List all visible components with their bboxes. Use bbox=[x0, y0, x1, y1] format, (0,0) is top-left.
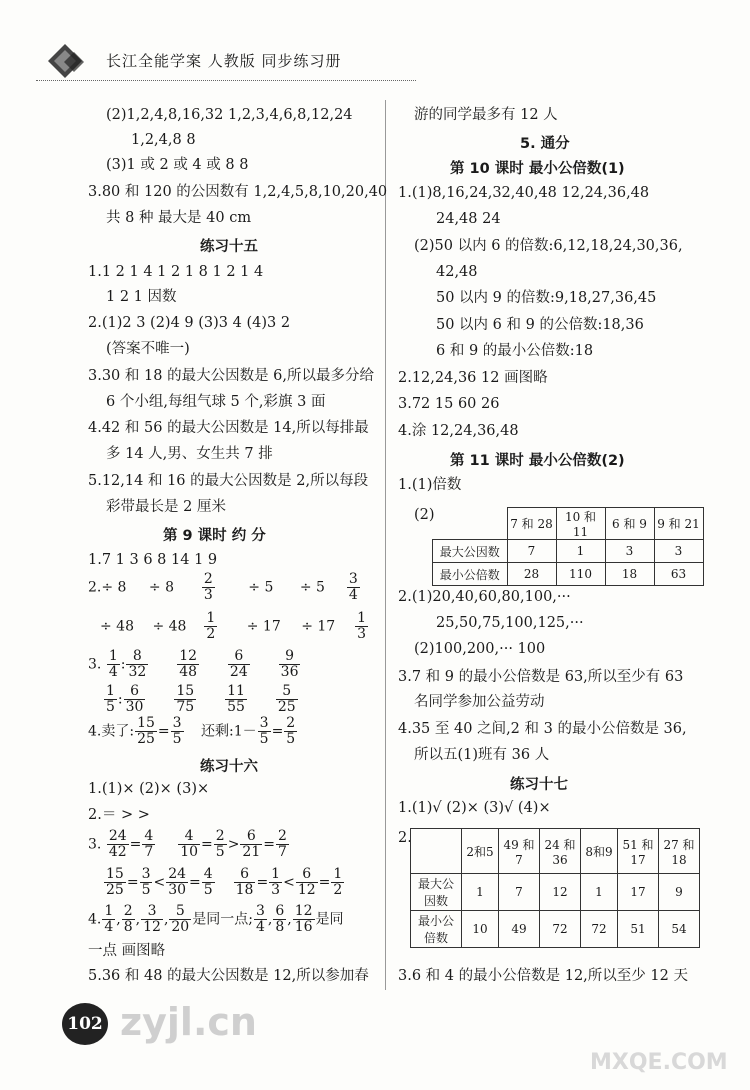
fraction-numerator: 1 bbox=[333, 866, 343, 882]
table-cell: 63 bbox=[654, 563, 703, 586]
table-cell: 7 和 28 bbox=[507, 508, 556, 540]
fraction-numerator: 1 bbox=[106, 683, 115, 699]
fraction-numerator: 6 bbox=[296, 867, 318, 883]
table-cell: 24 和 36 bbox=[540, 829, 581, 874]
fraction bbox=[104, 867, 126, 898]
text-line: 多 14 人,男、女生共 7 排 bbox=[106, 446, 273, 462]
fraction-numerator: 6 bbox=[234, 867, 256, 883]
fraction bbox=[142, 829, 155, 860]
fraction-numerator: 15 bbox=[106, 866, 124, 882]
fraction-numerator: 3 bbox=[141, 904, 163, 920]
text-line: (3)1 或 2 或 4 或 8 8 bbox=[106, 157, 249, 173]
text-line: 共 8 种 最大是 40 cm bbox=[106, 210, 252, 226]
column-divider bbox=[385, 100, 386, 990]
section-heading: 第 10 课时 最小公倍数(1) bbox=[450, 161, 625, 177]
text-line: 50 以内 9 的倍数:9,18,27,36,45 bbox=[436, 290, 657, 306]
text-line: 4.涂 12,24,36,48 bbox=[398, 423, 519, 439]
table-cell: 72 bbox=[581, 911, 618, 948]
fraction bbox=[276, 684, 298, 715]
table-cell: 51 bbox=[618, 911, 659, 948]
table-cell: 最大公因数 bbox=[411, 874, 462, 911]
table-row bbox=[433, 563, 704, 586]
answer-row: 4. $\frac{1}{4}$ , $\frac{2}{8}$ , $\frac{3}{12}$ , $\frac{5}{20}$ 是同一点; $\frac{3}{4}$ , $\frac{6}{8}$ , $\frac{12}{16}$ 是同 bbox=[88, 903, 344, 935]
fraction bbox=[234, 867, 256, 898]
section-heading: 练习十五 bbox=[200, 239, 258, 255]
fraction bbox=[171, 716, 184, 747]
watermark-right: MXQE.COM bbox=[590, 1050, 728, 1075]
table-cell: 27 和 18 bbox=[659, 829, 700, 874]
text-line: 5.12,14 和 16 的最大公因数是 2,所以每段 bbox=[88, 473, 369, 489]
fraction-numerator: 6 bbox=[240, 829, 262, 845]
text-line: 1.(1)8,16,24,32,40,48 12,24,36,48 bbox=[398, 185, 650, 201]
fraction-denominator: 4 bbox=[104, 919, 114, 935]
fraction bbox=[124, 684, 146, 715]
table-cell: 51 和 17 bbox=[618, 829, 659, 874]
fraction-numerator: 2 bbox=[203, 571, 213, 587]
fraction bbox=[102, 904, 115, 935]
table-row bbox=[433, 540, 704, 563]
fraction bbox=[269, 867, 282, 898]
page-header bbox=[36, 38, 456, 82]
section-heading: 5. 通分 bbox=[520, 136, 570, 152]
section-heading: 练习十七 bbox=[510, 777, 568, 793]
fraction bbox=[258, 716, 271, 747]
fraction-denominator: 5 bbox=[141, 882, 151, 898]
lcm-table-2 bbox=[410, 828, 700, 948]
fraction-denominator: 20 bbox=[171, 919, 190, 935]
text-line: 50 以内 6 和 9 的公倍数:18,36 bbox=[436, 317, 644, 333]
answer-row: 3. $\frac{24}{42}$ = $\frac{4}{7}$ $\frac{4}{10}$ = $\frac{2}{5}$ > $\frac{6}{21}$ = $\frac{2}{7}$ bbox=[88, 828, 287, 860]
fraction bbox=[273, 904, 286, 935]
fraction-denominator: 7 bbox=[277, 844, 287, 860]
table-row bbox=[411, 874, 700, 911]
fraction bbox=[202, 572, 215, 603]
table-cell: 最小公倍数 bbox=[433, 563, 508, 586]
fraction bbox=[177, 649, 199, 680]
table-cell: 10 和 11 bbox=[556, 508, 605, 540]
fraction bbox=[214, 829, 227, 860]
fraction-denominator: 5 bbox=[215, 844, 225, 860]
text-line: 6 个小组,每组气球 5 个,彩旗 3 面 bbox=[106, 394, 326, 410]
table-header-row bbox=[411, 829, 700, 874]
fraction bbox=[254, 904, 267, 935]
fraction-numerator: 4 bbox=[178, 829, 200, 845]
fraction-denominator: 5 bbox=[172, 731, 182, 747]
table-cell: 18 bbox=[605, 563, 654, 586]
table-cell: 3 bbox=[654, 540, 703, 563]
table-cell: 8和9 bbox=[581, 829, 618, 874]
fraction-denominator: 5 bbox=[286, 731, 296, 747]
answer-row: 4.卖了: $\frac{15}{25}$ = $\frac{3}{5}$ 还剩:1－ $\frac{3}{5}$ = $\frac{2}{5}$ bbox=[88, 715, 296, 747]
fraction-denominator: 2 bbox=[333, 882, 343, 898]
table-label: (2) bbox=[414, 507, 435, 523]
fraction bbox=[169, 904, 191, 935]
fraction-denominator: 3 bbox=[357, 626, 367, 642]
section-heading: 第 11 课时 最小公倍数(2) bbox=[450, 453, 625, 469]
table-cell: 7 bbox=[507, 540, 556, 563]
fraction bbox=[122, 904, 135, 935]
fraction bbox=[293, 904, 315, 935]
fraction bbox=[284, 716, 297, 747]
fraction-numerator: 1 bbox=[271, 866, 281, 882]
fraction-denominator: 36 bbox=[280, 664, 299, 680]
fraction bbox=[141, 904, 163, 935]
fraction-numerator: 3 bbox=[141, 866, 151, 882]
header-title: 长江全能学案 人教版 同步练习册 bbox=[106, 52, 342, 70]
fraction-numerator: 6 bbox=[228, 649, 250, 665]
text-line: 42,48 bbox=[436, 264, 478, 280]
text-line: 3.72 15 60 26 bbox=[398, 396, 500, 412]
fraction-denominator: 25 bbox=[277, 699, 296, 715]
fraction-denominator: 4 bbox=[108, 664, 118, 680]
fraction bbox=[228, 649, 250, 680]
fraction bbox=[126, 649, 148, 680]
page-number: 102 bbox=[62, 1003, 108, 1045]
fraction-denominator: 8 bbox=[275, 919, 285, 935]
fraction-numerator: 3 bbox=[348, 571, 358, 587]
fraction-numerator: 12 bbox=[294, 903, 313, 919]
text-line: 一点 画图略 bbox=[88, 943, 166, 959]
text-line: 3.30 和 18 的最大公因数是 6,所以最多分给 bbox=[88, 368, 375, 384]
text-line: 2.＝ > > bbox=[88, 807, 150, 823]
text-line: 2.(1)2 3 (2)4 9 (3)3 4 (4)3 2 bbox=[88, 315, 291, 331]
fraction-denominator: 30 bbox=[168, 882, 187, 898]
fraction-numerator: 2 bbox=[123, 903, 133, 919]
watermark-left: zyjl.cn bbox=[120, 1000, 257, 1044]
fraction-numerator: 3 bbox=[172, 715, 182, 731]
fraction-numerator: 3 bbox=[255, 903, 265, 919]
answer-row: 2.÷ 8 ÷ 8 $\frac{2}{3}$ ÷ 5 ÷ 5 $\frac{3}{4}$ bbox=[88, 571, 358, 603]
text-line: 1.7 1 3 6 8 14 1 9 bbox=[88, 552, 218, 568]
section-heading: 第 9 课时 约 分 bbox=[163, 528, 266, 544]
fraction-denominator: 8 bbox=[123, 919, 133, 935]
fraction-numerator: 2 bbox=[215, 828, 225, 844]
text-line: 6 和 9 的最小公倍数:18 bbox=[436, 343, 594, 359]
fraction-denominator: 18 bbox=[235, 882, 254, 898]
table-cell: 1 bbox=[556, 540, 605, 563]
table-cell: 49 和 7 bbox=[499, 829, 540, 874]
table-cell: 3 bbox=[605, 540, 654, 563]
text-line: (答案不唯一) bbox=[106, 341, 190, 357]
fraction-denominator: 25 bbox=[106, 882, 124, 898]
fraction-numerator: 3 bbox=[259, 715, 269, 731]
answer-row: $\frac{15}{25}$ = $\frac{3}{5}$ < $\frac{24}{30}$ = $\frac{4}{5}$ $\frac{6}{18}$ = $\frac{1}{3}$ < $\frac{6}{12}$ = $\frac{1}{2}$ bbox=[106, 866, 343, 898]
fraction-numerator: 1 bbox=[104, 903, 114, 919]
text-line: 3.6 和 4 的最小公倍数是 12,所以至少 12 天 bbox=[398, 968, 688, 984]
fraction bbox=[355, 611, 368, 642]
fraction-denominator: 48 bbox=[179, 664, 198, 680]
fraction bbox=[174, 684, 196, 715]
table-header-row bbox=[433, 508, 704, 540]
fraction-numerator: 12 bbox=[179, 648, 198, 664]
table-cell: 54 bbox=[659, 911, 700, 948]
fraction-denominator: 5 bbox=[203, 882, 213, 898]
fraction bbox=[104, 684, 117, 715]
table-row bbox=[411, 911, 700, 948]
fraction bbox=[279, 649, 301, 680]
text-line: 1.(1)倍数 bbox=[398, 477, 462, 493]
fraction-denominator: 32 bbox=[128, 664, 147, 680]
table-cell: 110 bbox=[556, 563, 605, 586]
fraction bbox=[135, 716, 157, 747]
fraction-numerator: 1 bbox=[206, 610, 216, 626]
text-line: 1 2 1 因数 bbox=[106, 289, 177, 305]
fraction bbox=[276, 829, 289, 860]
fraction-numerator: 5 bbox=[169, 904, 191, 920]
fraction-denominator: 12 bbox=[297, 882, 316, 898]
fraction-denominator: 25 bbox=[137, 731, 155, 747]
fraction-denominator: 42 bbox=[108, 844, 127, 860]
fraction-numerator: 1 bbox=[108, 648, 118, 664]
fraction bbox=[107, 649, 120, 680]
fraction bbox=[331, 867, 344, 898]
fraction-denominator: 21 bbox=[242, 844, 261, 860]
table-label: 2. bbox=[398, 830, 412, 846]
fraction-denominator: 75 bbox=[176, 699, 195, 715]
fraction-denominator: 4 bbox=[255, 919, 265, 935]
lcm-table-1 bbox=[432, 507, 704, 586]
fraction-numerator: 4 bbox=[144, 828, 154, 844]
text-line: 2.12,24,36 12 画图略 bbox=[398, 370, 548, 386]
table-cell: 1 bbox=[462, 874, 499, 911]
text-line: (2)1,2,4,8,16,32 1,2,3,4,6,8,12,24 bbox=[106, 107, 353, 123]
text-line: 名同学参加公益劳动 bbox=[414, 694, 545, 710]
table-cell: 9 bbox=[659, 874, 700, 911]
text-line: 1.(1)√ (2)× (3)√ (4)× bbox=[398, 800, 551, 816]
fraction-denominator: 24 bbox=[229, 664, 248, 680]
fraction-numerator: 6 bbox=[124, 684, 146, 700]
table-cell: 28 bbox=[507, 563, 556, 586]
table-cell: 49 bbox=[499, 911, 540, 948]
table-cell: 最大公因数 bbox=[433, 540, 508, 563]
fraction-denominator: 55 bbox=[227, 699, 245, 715]
table-cell: 2和5 bbox=[462, 829, 499, 874]
fraction bbox=[204, 611, 217, 642]
text-line: 2.(1)20,40,60,80,100,··· bbox=[398, 589, 571, 605]
fraction-denominator: 3 bbox=[271, 882, 281, 898]
fraction-numerator: 4 bbox=[203, 866, 213, 882]
fraction-numerator: 24 bbox=[168, 866, 187, 882]
text-line: 4.42 和 56 的最大公因数是 14,所以每排最 bbox=[88, 420, 369, 436]
table-cell: 9 和 21 bbox=[654, 508, 703, 540]
fraction bbox=[166, 867, 188, 898]
text-line: (2)100,200,··· 100 bbox=[414, 641, 546, 657]
fraction bbox=[296, 867, 318, 898]
table-cell: 1 bbox=[581, 874, 618, 911]
text-line: 彩带最长是 2 厘米 bbox=[106, 499, 226, 515]
table-cell: 最小公倍数 bbox=[411, 911, 462, 948]
fraction-denominator: 3 bbox=[203, 587, 213, 603]
table-cell: 6 和 9 bbox=[605, 508, 654, 540]
fraction-denominator: 2 bbox=[206, 626, 216, 642]
fraction-numerator: 8 bbox=[126, 649, 148, 665]
fraction-denominator: 12 bbox=[143, 919, 161, 935]
text-line: 3.80 和 120 的公因数有 1,2,4,5,8,10,20,40 bbox=[88, 184, 388, 200]
text-line: 1,2,4,8 8 bbox=[131, 132, 196, 148]
table-cell: 17 bbox=[618, 874, 659, 911]
table-cell: 12 bbox=[540, 874, 581, 911]
fraction bbox=[140, 867, 153, 898]
table-cell: 7 bbox=[499, 874, 540, 911]
text-line: 游的同学最多有 12 人 bbox=[414, 107, 558, 123]
text-line: 25,50,75,100,125,··· bbox=[436, 615, 584, 631]
fraction-denominator: 5 bbox=[106, 699, 115, 715]
fraction-denominator: 5 bbox=[259, 731, 269, 747]
fraction-numerator: 5 bbox=[276, 684, 298, 700]
fraction-numerator: 2 bbox=[277, 828, 287, 844]
answer-row: $\frac{1}{5}$ : $\frac{6}{30}$ $\frac{15}{75}$ $\frac{11}{55}$ $\frac{5}{25}$ bbox=[106, 683, 296, 715]
fraction bbox=[202, 867, 215, 898]
fraction bbox=[225, 684, 247, 715]
fraction bbox=[107, 829, 129, 860]
fraction-numerator: 24 bbox=[108, 828, 127, 844]
fraction-numerator: 1 bbox=[357, 610, 367, 626]
fraction-numerator: 9 bbox=[279, 649, 301, 665]
text-line: (2)50 以内 6 的倍数:6,12,18,24,30,36, bbox=[414, 238, 683, 254]
answer-row: 3. $\frac{1}{4}$ : $\frac{8}{32}$ $\frac{12}{48}$ $\frac{6}{24}$ $\frac{9}{36}$ bbox=[88, 648, 299, 680]
text-line: 3.7 和 9 的最小公倍数是 63,所以至少有 63 bbox=[398, 669, 684, 685]
fraction-denominator: 16 bbox=[294, 919, 313, 935]
text-line: 4.35 至 40 之间,2 和 3 的最小公倍数是 36, bbox=[398, 721, 687, 737]
text-line: 24,48 24 bbox=[436, 211, 501, 227]
fraction bbox=[347, 572, 360, 603]
answer-row: ÷ 48 ÷ 48 $\frac{1}{2}$ ÷ 17 ÷ 17 $\frac{1}{3}$ bbox=[100, 610, 367, 642]
fraction-denominator: 4 bbox=[348, 587, 358, 603]
header-divider bbox=[36, 80, 416, 81]
diamond-logo-icon bbox=[46, 42, 84, 80]
fraction-numerator: 15 bbox=[176, 683, 195, 699]
fraction-denominator: 10 bbox=[180, 844, 199, 860]
fraction-numerator: 2 bbox=[286, 715, 296, 731]
text-line: 所以五(1)班有 36 人 bbox=[414, 747, 550, 763]
text-line: 1.1 2 1 4 1 2 1 8 1 2 1 4 bbox=[88, 264, 264, 280]
fraction-denominator: 30 bbox=[125, 699, 144, 715]
text-line: 1.(1)× (2)× (3)× bbox=[88, 781, 210, 797]
fraction bbox=[178, 829, 200, 860]
section-heading: 练习十六 bbox=[200, 759, 258, 775]
fraction-denominator: 7 bbox=[144, 844, 154, 860]
fraction-numerator: 6 bbox=[275, 903, 285, 919]
text-line: 5.36 和 48 的最大公因数是 12,所以参加春 bbox=[88, 968, 369, 984]
fraction bbox=[240, 829, 262, 860]
fraction-numerator: 11 bbox=[227, 683, 245, 699]
table-cell: 72 bbox=[540, 911, 581, 948]
fraction-numerator: 15 bbox=[137, 715, 155, 731]
table-cell: 10 bbox=[462, 911, 499, 948]
